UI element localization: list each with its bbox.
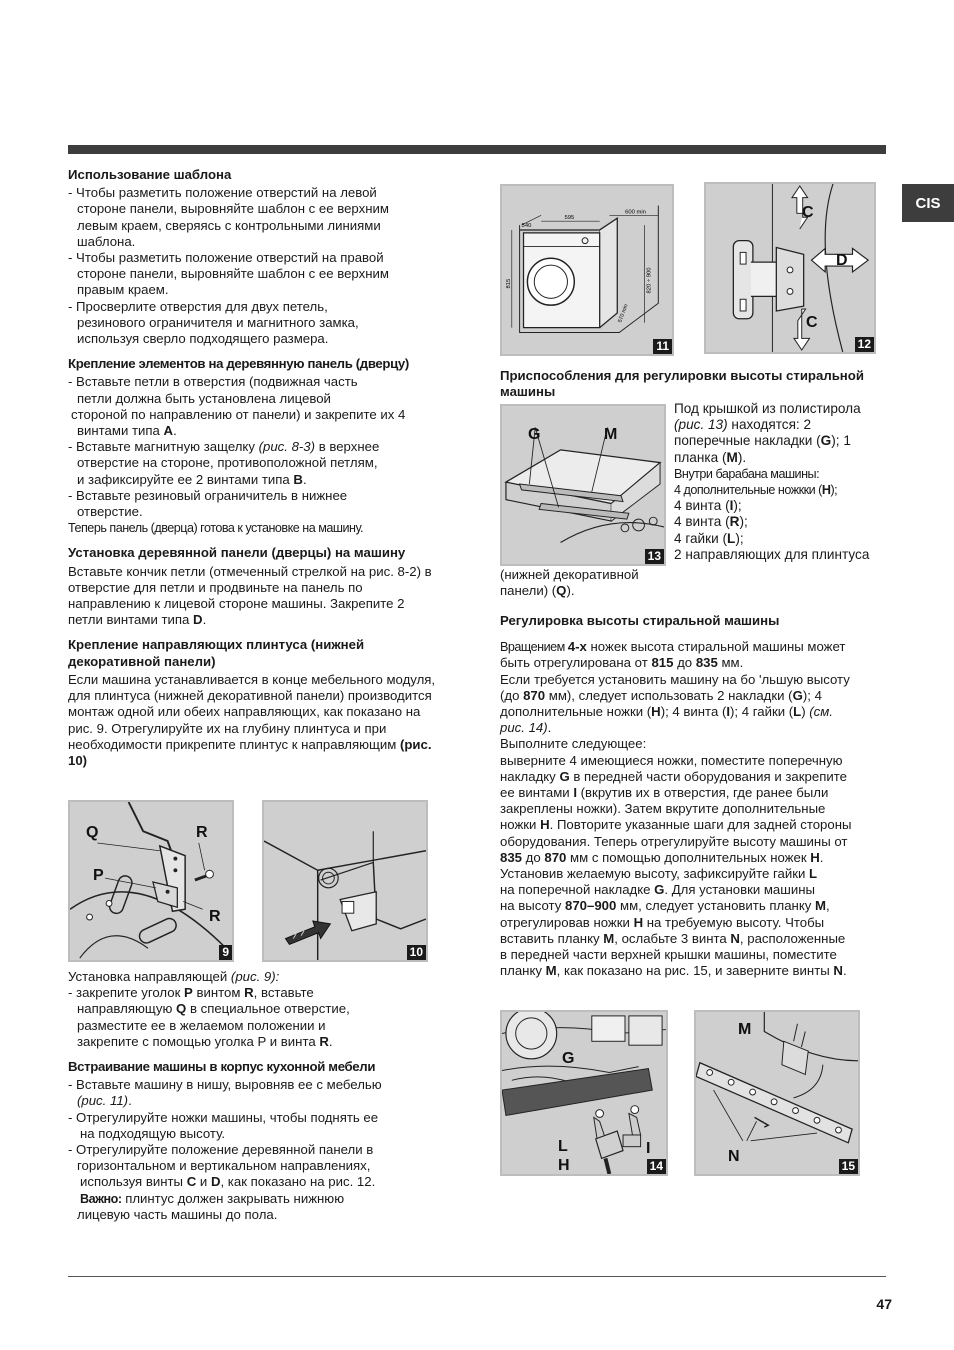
right-column-devices bbox=[500, 368, 888, 402]
figure-10 bbox=[262, 800, 428, 962]
list-item: - Вставьте петли в отверстия (подвижная часть петли должна быть установлена лицевой стороной по направлению от панели) и закрепите их 4 винтами типа A. bbox=[68, 374, 406, 439]
figure-label: H bbox=[558, 1157, 570, 1174]
heading-devices: Приспособления для регулировки высоты стиральной машины bbox=[500, 368, 864, 400]
list-item: - Вставьте магнитную защелку (рис. 8-3) в верхнее отверстие на стороне, противоположной петлям, и зафиксируйте ее 2 винтами типа B. bbox=[68, 439, 380, 487]
devices-list: Под крышкой из полистирола (рис. 13) находятся: 2 поперечные накладки (G); 1 планка (M). Внутри барабана машины: 4 дополнительные ножкки (H); 4 винта (I); 4 винта (R); 4 гайки (L); 2 направляющих для плинтуса bbox=[674, 401, 870, 562]
dimension-label: 815 bbox=[505, 278, 512, 289]
devices-tail: (нижней декоративной панели) (Q). bbox=[500, 567, 639, 599]
plinth-text: Если машина устанавливается в конце мебельного модуля, для плинтуса (нижней декоративной панели) производится монтаж одной или обеих направляющих, как показано на рис. 9. Отрегулируйте их на глубину плинтуса и при необходимости прикрепите плинтус к направляющим (рис. 10) bbox=[68, 671, 436, 768]
figure-number: 14 bbox=[647, 1159, 666, 1174]
figure-12-drawing bbox=[706, 184, 874, 352]
list-item: - Отрегулируйте ножки машины, чтобы поднять ее на подходящую высоту. bbox=[68, 1109, 379, 1141]
figure-14 bbox=[500, 1010, 668, 1176]
figure-11-drawing bbox=[502, 186, 672, 354]
figure-15-drawing bbox=[696, 1012, 858, 1174]
panel-install-text: Вставьте кончик петли (отмеченный стрелкой на рис. 8-2) в отверстие для петли и продвиньте на панель по направлению к лицевой стороне машины. Закрепите 2 петли винтами типа D. bbox=[68, 563, 432, 628]
figure-13-drawing bbox=[502, 406, 664, 564]
dimension-label: 600 min bbox=[625, 209, 646, 216]
figure-14-drawing bbox=[502, 1012, 666, 1174]
heading-builtin: Встраивание машины в корпус кухонной мебели bbox=[68, 1059, 376, 1075]
dimension-label: 820 ÷ 900 bbox=[646, 267, 653, 294]
left-column-lower bbox=[68, 969, 442, 1223]
page-number: 47 bbox=[876, 1296, 892, 1312]
guide-intro: Установка направляющей (рис. 9): bbox=[68, 969, 280, 984]
right-column-height: Регулировка высоты стиральной машины Вращением 4-х ножек высота стиральной машины может быть отрегулирована от 815 до 835 мм. Если требуется установить машину на бо 'льшую высоту (до 870 мм), следует использовать 2 накладки (G); 4 дополнительные ножки (H); 4 винта (I); 4 гайки (L) (см. рис. 14). Выполните следующее: выверните 4 имеющиеся ножки, поместите поперечную накладку G в передней части оборудования и закрепите ее винтами I (вкрутив их в отверстия, где ранее были закреплены ножки). Затем вкрутите дополнительные ножки H. Повторите указанные шаги для задней стороны оборудования. Теперь отрегулируйте высоту машины от 835 до 870 мм с помощью дополнительных ножек H. Установив желаемую высоту, зафиксируйте гайки L на поперечной накладке G. Для установки машины на высоту 870–900 мм, следует установить планку M, отрегулировав ножки H на требуемую высоту. Чтобы вставить планку M, ослабьте 3 винта N, расположенные в передней части верхней крышки машины, поместите планку M, как показано на рис. 15, и заверните винты N. bbox=[500, 613, 888, 979]
ready-note: Теперь панель (дверца) готова к установке на машину. bbox=[68, 521, 364, 536]
figure-number: 12 bbox=[855, 337, 874, 352]
figure-label: D bbox=[836, 252, 848, 269]
language-tab-label: CIS bbox=[915, 194, 941, 212]
list-item: - Чтобы разметить положение отверстий на правой стороне панели, выровняйте шаблон с ее верхним правым краем. bbox=[68, 250, 389, 298]
heading-height: Регулировка высоты стиральной машины bbox=[500, 613, 780, 628]
heading-template: Использование шаблона bbox=[68, 167, 232, 182]
figure-label: M bbox=[604, 426, 618, 443]
figure-9 bbox=[68, 800, 234, 962]
list-item: - Просверлите отверстия для двух петель, резинового ограничителя и магнитного замка, используя сверло подходящего размера. bbox=[68, 298, 359, 347]
dimension-label: 595 bbox=[564, 215, 575, 222]
figure-number: 9 bbox=[219, 945, 232, 960]
figure-label: N bbox=[728, 1148, 740, 1165]
figure-label: G bbox=[562, 1050, 575, 1067]
figure-label: I bbox=[646, 1140, 651, 1157]
heading-plinth: Крепление направляющих плинтуса (нижней декоративной панели) bbox=[68, 637, 365, 669]
list-item: - Вставьте резиновый ограничитель в нижнее отверстие. bbox=[68, 487, 348, 520]
figure-label: Q bbox=[86, 824, 99, 841]
figure-12 bbox=[704, 182, 876, 354]
figure-10-drawing bbox=[264, 802, 426, 960]
figure-11 bbox=[500, 184, 674, 356]
left-column bbox=[68, 167, 442, 769]
figure-number: 10 bbox=[407, 945, 426, 960]
list-item: - Вставьте машину в нишу, выровняв ее с мебелью (рис. 11). bbox=[68, 1077, 382, 1109]
figure-label: L bbox=[558, 1138, 568, 1155]
heading-mounting: Крепление элементов на деревянную панель (дверцу) bbox=[68, 356, 409, 372]
figure-15 bbox=[694, 1010, 860, 1176]
dimension-label: 570 min bbox=[617, 303, 630, 324]
figure-13 bbox=[500, 404, 666, 566]
heading-panel-install: Установка деревянной панели (дверцы) на машину bbox=[68, 545, 406, 561]
list-item: - закрепите уголок P винтом R, вставьте направляющую Q в специальное отверстие, разместите ее в желаемом положении и закрепите с помощью уголка P и винта R. bbox=[68, 985, 350, 1049]
list-item: - Отрегулируйте положение деревянной панели в горизонтальном и вертикальном направлениях, используя винты C и D, как показано на рис. 12. Важно: плинтус должен закрывать нижнюю лицевую часть машины до пола. bbox=[68, 1142, 376, 1222]
top-rule bbox=[68, 145, 886, 154]
figure-label: C bbox=[806, 314, 818, 331]
language-tab bbox=[902, 184, 954, 222]
figure-number: 15 bbox=[839, 1159, 858, 1174]
figure-number: 13 bbox=[645, 549, 664, 564]
list-item: - Чтобы разметить положение отверстий на левой стороне панели, выровняйте шаблон с ее верхним левым краем, сверяясь с контрольными линиями шаблона. bbox=[68, 185, 389, 249]
dimension-label: 540 bbox=[521, 223, 532, 230]
figure-label: C bbox=[802, 204, 814, 221]
bottom-rule bbox=[68, 1276, 886, 1277]
figure-label: R bbox=[196, 824, 208, 841]
figure-label: R bbox=[209, 908, 221, 925]
figure-label: M bbox=[738, 1021, 752, 1038]
figure-label: P bbox=[93, 867, 104, 884]
figure-label: G bbox=[528, 426, 541, 443]
figure-number: 11 bbox=[653, 339, 672, 354]
